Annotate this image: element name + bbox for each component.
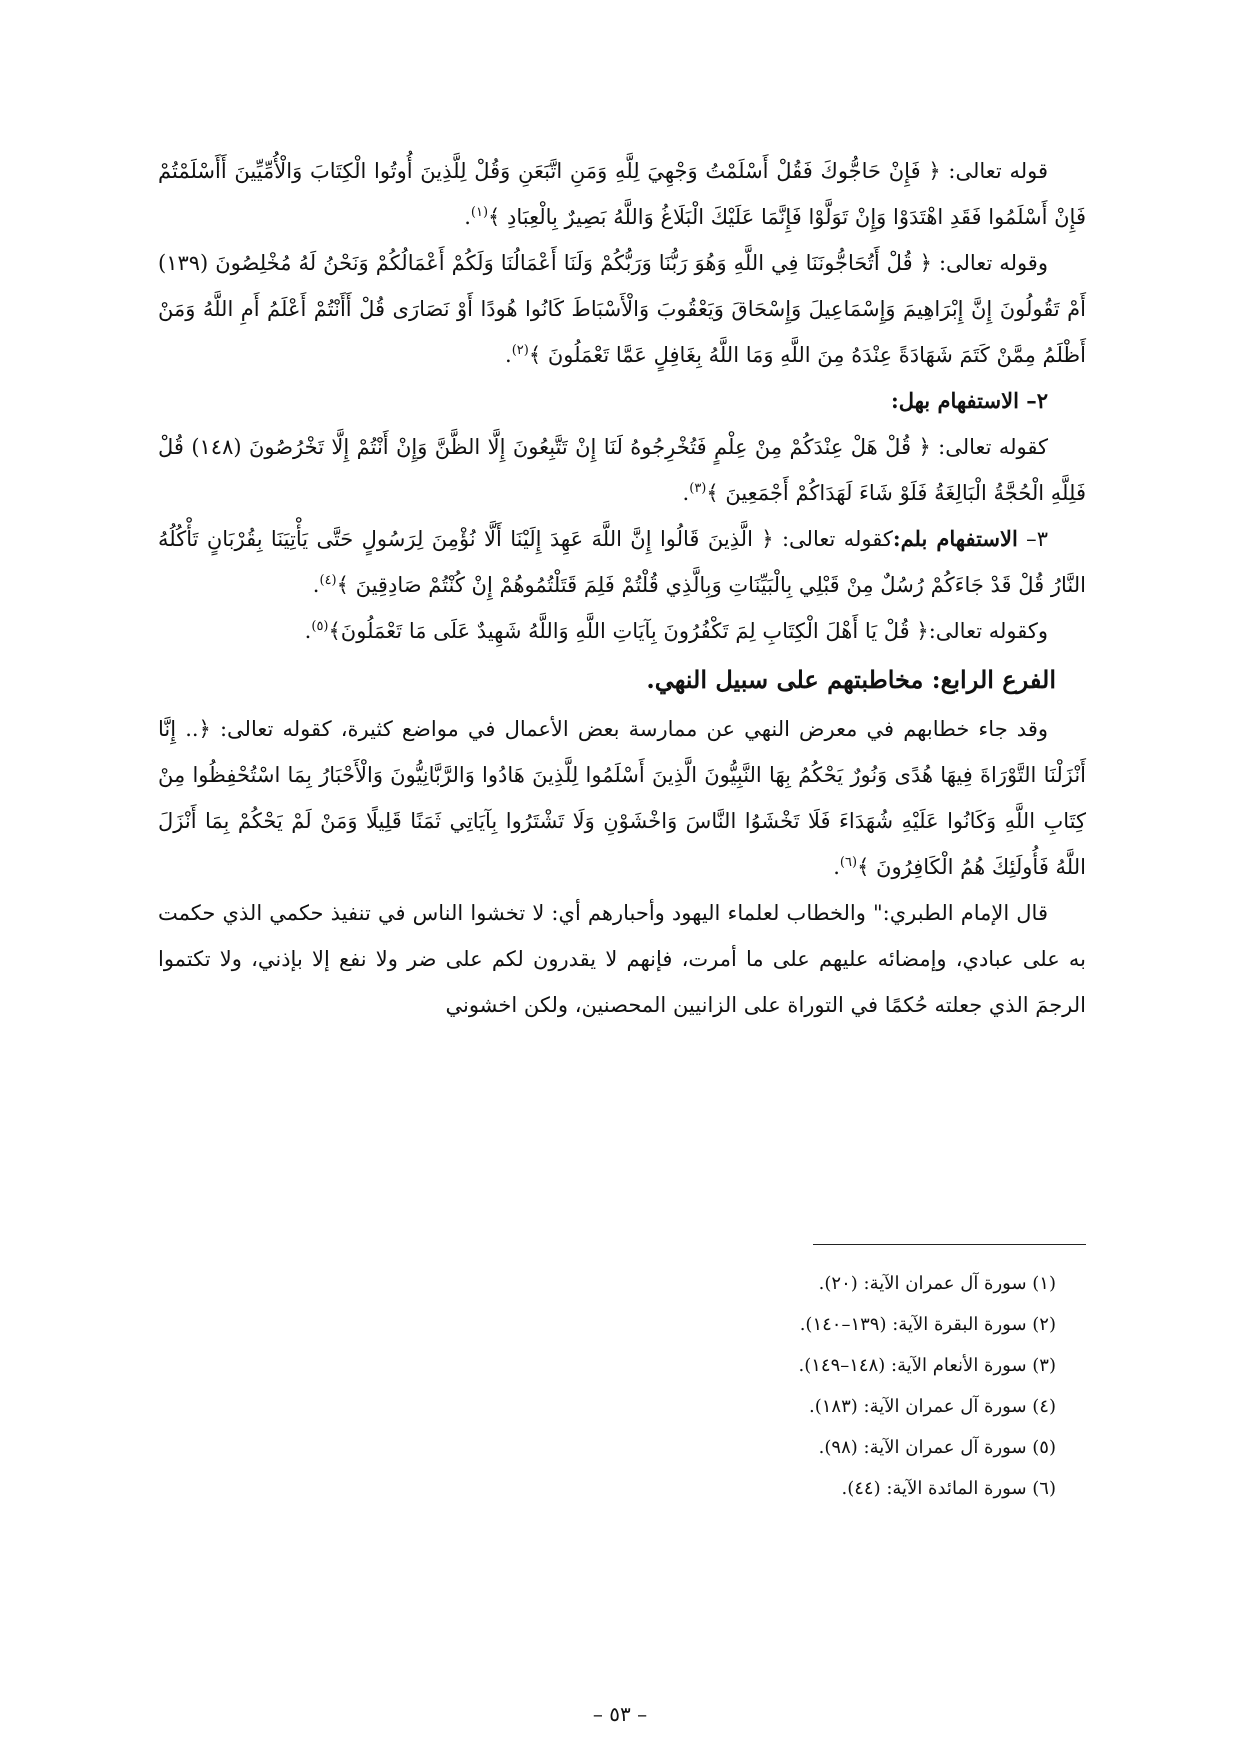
quran-quote: قوله تعالى: ﴿ فَإِنْ حَاجُّوكَ فَقُلْ أَسْلَمْتُ وَجْهِيَ لِلَّهِ وَمَنِ اتَّبَعَنِ وَقُلْ لِلَّذِينَ أُوتُوا الْكِتَابَ وَالْأُمِّيِّينَ أَأَسْلَمْتُمْ فَإِنْ أَسْلَمُوا فَقَدِ اهْتَدَوْا وَإِنْ تَوَلَّوْا فَإِنَّمَا عَلَيْكَ الْبَلَاغُ وَاللَّهُ بَصِيرٌ بِالْعِبَادِ ﴾: [158, 159, 1086, 229]
paragraph: [158, 424, 1086, 516]
punctuation: .: [833, 855, 840, 879]
footnote: (١) سورة آل عمران الآية: (٢٠).: [818, 1273, 1056, 1294]
footnote-ref: (١): [470, 205, 489, 220]
footnote-ref: (٣): [689, 481, 707, 496]
footnote: (٤) سورة آل عمران الآية: (١٨٣).: [809, 1396, 1056, 1417]
punctuation: .: [304, 619, 312, 643]
footnote-ref: (٢): [511, 343, 529, 358]
footnote: (٥) سورة آل عمران الآية: (٩٨).: [818, 1437, 1056, 1458]
main-text: [158, 148, 1086, 1028]
footnote-ref: (٤): [319, 573, 337, 588]
footnote: (٦) سورة المائدة الآية: (٤٤).: [841, 1478, 1056, 1499]
footnote: (٣) سورة الأنعام الآية: (١٤٨–١٤٩).: [798, 1355, 1056, 1376]
punctuation: .: [464, 205, 471, 229]
footnotes-list: [158, 1263, 1056, 1509]
quran-quote: كقوله تعالى: ﴿ قُلْ هَلْ عِنْدَكُمْ مِنْ عِلْمٍ فَتُخْرِجُوهُ لَنَا إِنْ تَتَّبِعُونَ إِلَّا الظَّنَّ وَإِنْ أَنْتُمْ إِلَّا تَخْرُصُونَ (١٤٨) قُلْ فَلِلَّهِ الْحُجَّةُ الْبَالِغَةُ فَلَوْ شَاءَ لَهَدَاكُمْ أَجْمَعِينَ ﴾: [158, 435, 1086, 505]
quran-quote: وكقوله تعالى:﴿ قُلْ يَا أَهْلَ الْكِتَابِ لِمَ تَكْفُرُونَ بِآيَاتِ اللَّهِ وَاللَّهُ شَهِيدٌ عَلَى مَا تَعْمَلُونَ﴾: [328, 619, 1048, 643]
section-heading: الفرع الرابع: مخاطبتهم على سبيل النهي.: [646, 665, 1056, 694]
punctuation: .: [312, 573, 320, 597]
footnote-ref: (٥): [311, 619, 329, 634]
footnote-separator: [813, 1244, 1086, 1245]
footnote-ref: (٦): [839, 855, 858, 870]
page-number: – ٥٣ –: [592, 1702, 648, 1726]
punctuation: .: [505, 343, 512, 367]
footnote: (٢) سورة البقرة الآية: (١٣٩–١٤٠).: [799, 1314, 1056, 1335]
paragraph: [158, 608, 1086, 654]
list-number: ٣–: [1017, 527, 1048, 551]
punctuation: .: [682, 481, 690, 505]
subheading-inline: الاستفهام بلم:: [892, 526, 1018, 551]
quran-quote: وقوله تعالى: ﴿ قُلْ أَتُحَاجُّونَنَا فِي اللَّهِ وَهُوَ رَبُّنَا وَرَبُّكُمْ وَلَنَا أَعْمَالُنَا وَلَكُمْ أَعْمَالُكُمْ وَنَحْنُ لَهُ مُخْلِصُونَ (١٣٩) أَمْ تَقُولُونَ إِنَّ إِبْرَاهِيمَ وَإِسْمَاعِيلَ وَإِسْحَاقَ وَيَعْقُوبَ وَالْأَسْبَاطَ كَانُوا هُودًا أَوْ نَصَارَى قُلْ أَأَنْتُمْ أَعْلَمُ أَمِ اللَّهُ وَمَنْ أَظْلَمُ مِمَّنْ كَتَمَ شَهَادَةً عِنْدَهُ مِنَ اللَّهِ وَمَا اللَّهُ بِغَافِلٍ عَمَّا تَعْمَلُونَ ﴾: [158, 251, 1086, 367]
paragraph: [158, 706, 1086, 890]
quran-quote: وقد جاء خطابهم في معرض النهي عن ممارسة بعض الأعمال في مواضع كثيرة، كقوله تعالى: ﴿.. إِنَّا أَنْزَلْنَا التَّوْرَاةَ فِيهَا هُدًى وَنُورٌ يَحْكُمُ بِهَا النَّبِيُّونَ الَّذِينَ أَسْلَمُوا لِلَّذِينَ هَادُوا وَالرَّبَّانِيُّونَ وَالْأَحْبَارُ بِمَا اسْتُحْفِظُوا مِنْ كِتَابِ اللَّهِ وَكَانُوا عَلَيْهِ شُهَدَاءَ فَلَا تَخْشَوُا النَّاسَ وَاخْشَوْنِ وَلَا تَشْتَرُوا بِآيَاتِي ثَمَنًا قَلِيلًا وَمَنْ لَمْ يَحْكُمْ بِمَا أَنْزَلَ اللَّهُ فَأُولَئِكَ هُمُ الْكَافِرُونَ ﴾: [158, 717, 1086, 879]
subheading: ٢– الاستفهام بهل:: [890, 388, 1048, 413]
paragraph: [158, 240, 1086, 378]
quran-quote: كقوله تعالى: ﴿ الَّذِينَ قَالُوا إِنَّ اللَّهَ عَهِدَ إِلَيْنَا أَلَّا نُؤْمِنَ لِرَسُولٍ حَتَّى يَأْتِيَنَا بِقُرْبَانٍ تَأْكُلُهُ النَّارُ قُلْ قَدْ جَاءَكُمْ رُسُلٌ مِنْ قَبْلِي بِالْبَيِّنَاتِ وَبِالَّذِي قُلْتُمْ فَلِمَ قَتَلْتُمُوهُمْ إِنْ كُنْتُمْ صَادِقِينَ ﴾: [158, 527, 1086, 597]
paragraph: قال الإمام الطبري:" والخطاب لعلماء اليهود وأحبارهم أي: لا تخشوا الناس في تنفيذ حكمي الذي حكمت به على عبادي، وإمضائه عليهم على ما أمرت، فإنهم لا يقدرون لكم على ضر ولا نفع إلا بإذني، ولا تكتموا الرجمَ الذي جعلته حُكمًا في التوراة على الزانيين المحصنين، ولكن اخشوني: [158, 901, 1086, 1017]
paragraph: [158, 516, 1086, 608]
paragraph: [158, 148, 1086, 240]
